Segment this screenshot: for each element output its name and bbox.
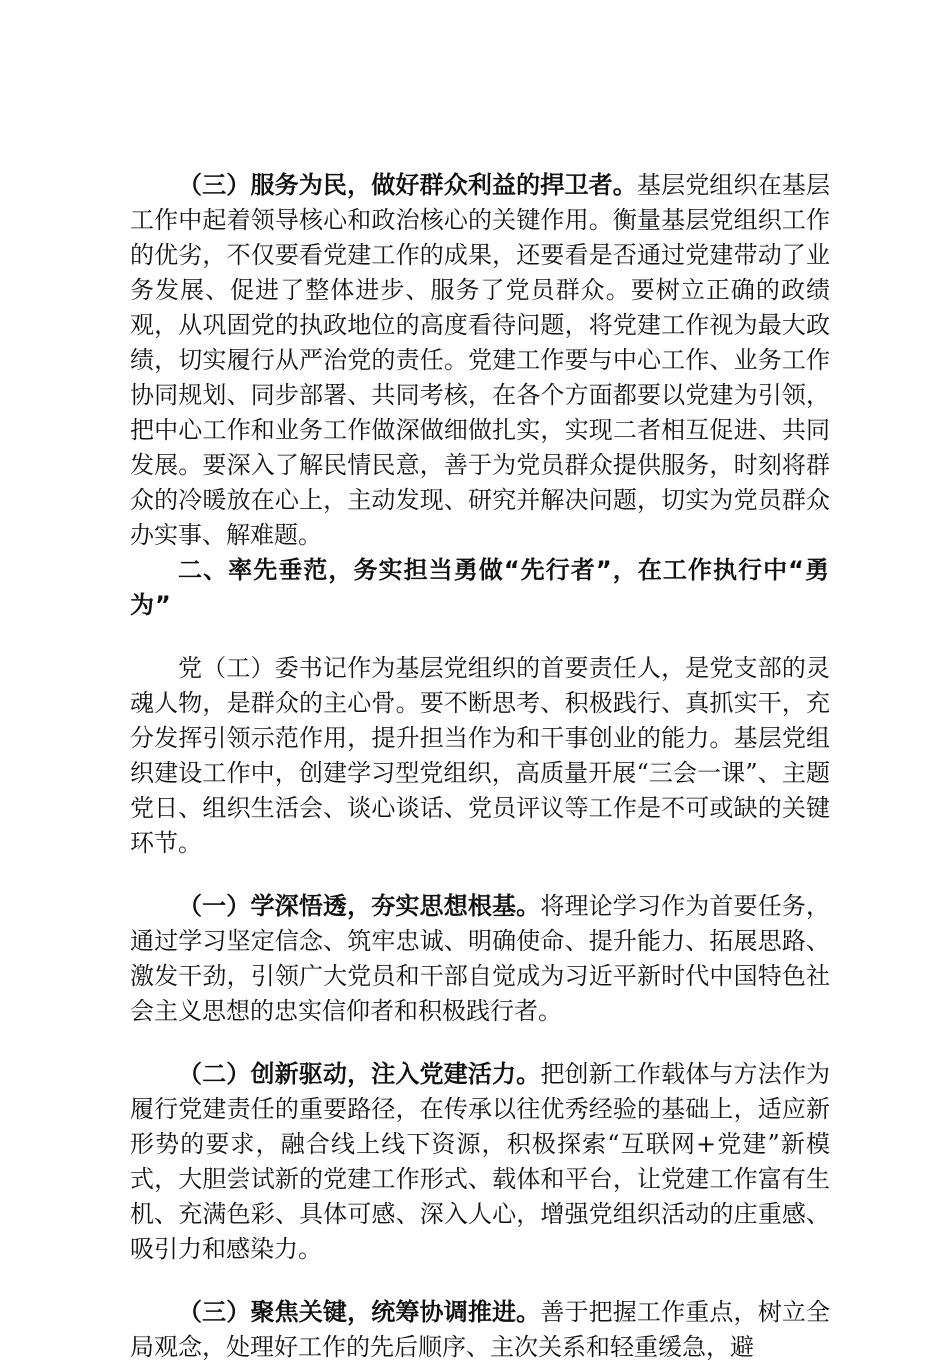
paragraph-body: 把创新工作载体与方法作为履行党建责任的重要路径，在传承以往优秀经验的基础上，适应新形势的要求，融合线上线下资源，积极探索“互联网+党建”新模式，大胆尝试新的党建工作形式、载体和平台，让党建工作富有生机、充满色彩、具体可感、深入人心，增强党组织活动的庄重感、吸引力和感染力。 (130, 1060, 831, 1263)
paragraph-innovation (130, 1057, 830, 1267)
paragraph-body: 将理论学习作为首要任务，通过学习坚定信念、筑牢忠诚、明确使命、提升能力、拓展思路、激发干劲，引领广大党员和干部自觉成为习近平新时代中国特色社会主义思想的忠实信仰者和积极践行者。 (130, 892, 831, 1025)
paragraph-service-for-people (130, 168, 830, 553)
paragraph-lead: （一）学深悟透，夯实思想根基。 (178, 892, 541, 920)
paragraph-lead: （二）创新驱动，注入党建活力。 (178, 1060, 541, 1088)
paragraph-focus-key (130, 1295, 830, 1365)
paragraph-body: 基层党组织在基层工作中起着领导核心和政治核心的关键作用。衡量基层党组织工作的优劣，不仅要看党建工作的成果，还要看是否通过党建带动了业务发展、促进了整体进步、服务了党员群众。要树立正确的政绩观，从巩固党的执政地位的高度看待问题，将党建工作视为最大政绩，切实履行从严治党的责任。党建工作要与中心工作、业务工作协同规划、同步部署、共同考核，在各个方面都要以党建为引领，把中心工作和业务工作做深做细做扎实，实现二者相互促进、共同发展。要深入了解民情民意，善于为党员群众提供服务，时刻将群众的冷暖放在心上，主动发现、研究并解决问题，切实为党员群众办实事、解难题。 (130, 171, 830, 549)
document-page (130, 168, 830, 1365)
paragraph-body: 善于把握工作重点，树立全局观念，处理好工作的先后顺序、主次关系和轻重缓急，避 (130, 1298, 831, 1361)
paragraph-lead: （三）聚焦关键，统筹协调推进。 (178, 1298, 541, 1326)
paragraph-party-secretary: 党（工）委书记作为基层党组织的首要责任人，是党支部的灵魂人物，是群众的主心骨。要不断思考、积极践行、真抓实干，充分发挥引领示范作用，提升担当作为和干事创业的能力。基层党组织建设工作中，创建学习型党组织，高质量开展“三会一课”、主题党日、组织生活会、谈心谈话、党员评议等工作是不可或缺的关键环节。 (130, 654, 830, 857)
section-heading-2: 二、率先垂范，务实担当勇做“先行者”，在工作执行中“勇为” (130, 556, 830, 619)
paragraph-study-deeply (130, 889, 830, 1029)
paragraph-lead: （三）服务为民，做好群众利益的捍卫者。 (178, 171, 637, 199)
